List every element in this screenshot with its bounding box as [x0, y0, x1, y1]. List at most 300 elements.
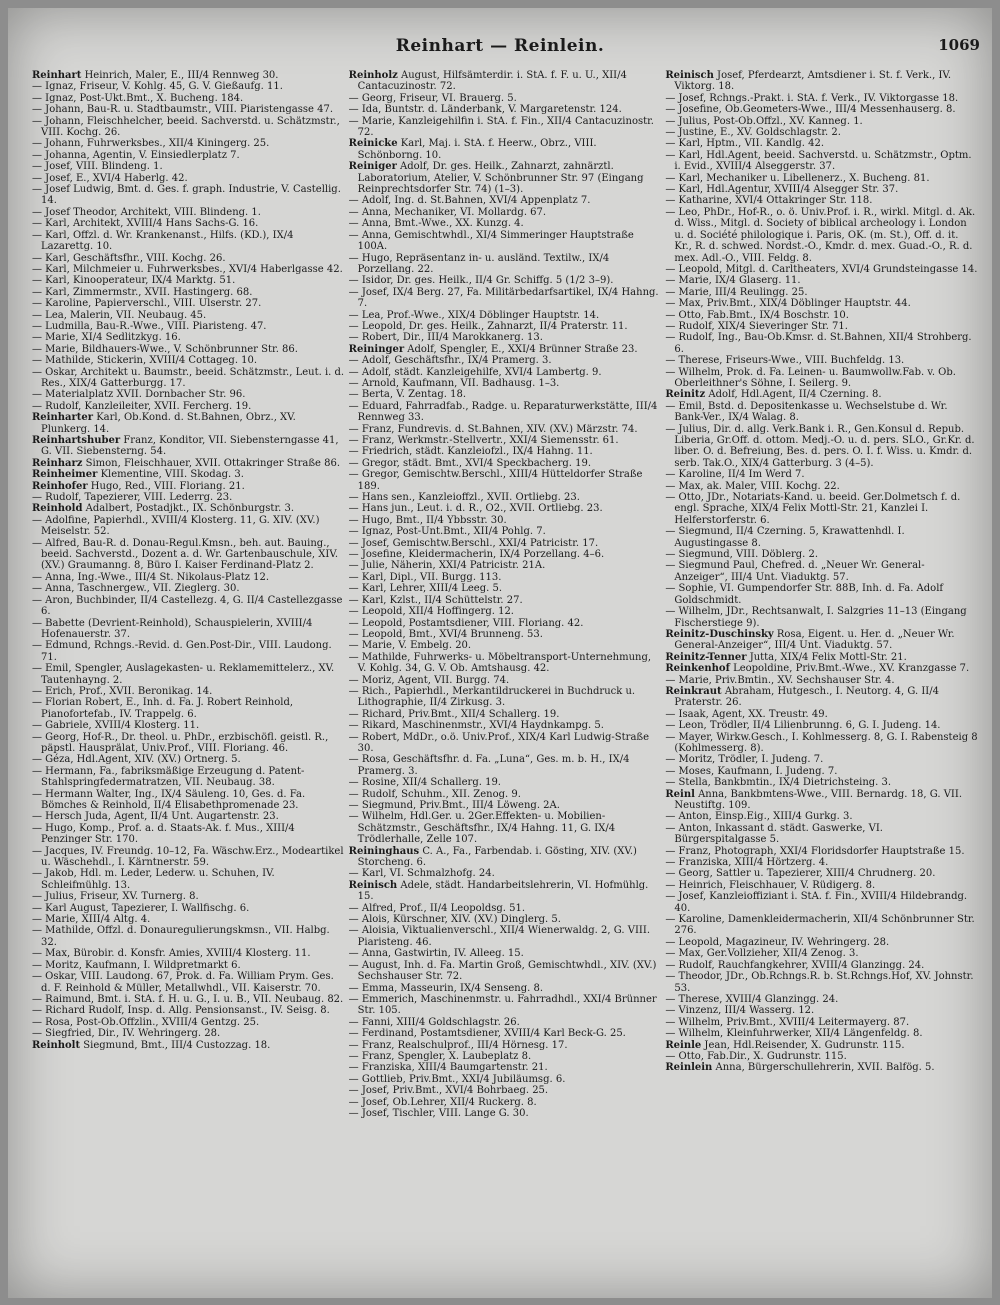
entry-text: — Oskar, VIII. Laudong. 67, Prok. d. Fa. William Prym. Ges. d. F. Reinhold & Müller, Metallwhdl., VII. Kaiserstr. 70. — [32, 971, 334, 994]
entry-text: — Karl, Kinooperateur, IX/4 Marktg. 51. — [32, 275, 236, 287]
entry-text: — Gregor, Gemischtw.Berschl., XIII/4 Hütteldorfer Straße 189. — [348, 469, 643, 492]
entry-text: — Anna, Taschnergew., VII. Zieglerg. 30. — [32, 583, 240, 595]
directory-entry — [665, 1005, 978, 1016]
directory-entry — [349, 846, 662, 869]
directory-entry — [349, 754, 662, 777]
directory-entry — [32, 458, 345, 469]
directory-entry — [32, 903, 345, 914]
entry-text: — Gottlieb, Priv.Bmt., XXI/4 Jubiläumsg. 6. — [348, 1073, 566, 1085]
directory-entry — [32, 401, 345, 412]
directory-entry — [349, 914, 662, 925]
entry-text: — Moritz, Trödler, I. Judeng. 7. — [665, 754, 824, 766]
directory-entry — [32, 914, 345, 925]
directory-entry — [32, 994, 345, 1005]
entry-text: — Josef, Rchngs.-Prakt. i. StA. f. Verk., IV. Viktorgasse 18. — [665, 92, 959, 104]
directory-entry — [32, 811, 345, 822]
directory-entry — [349, 355, 662, 366]
directory-entry — [665, 93, 978, 104]
directory-entry — [665, 1017, 978, 1028]
directory-entry — [349, 606, 662, 617]
entry-text: — Rudolf, Tapezierer, VIII. Lederrg. 23. — [32, 492, 233, 504]
entry-text: — Rosine, XII/4 Schallerg. 19. — [348, 777, 501, 789]
entry-text: — Leopold, Dr. ges. Heilk., Zahnarzt, II/4 Praterstr. 11. — [348, 320, 628, 332]
directory-entry — [349, 777, 662, 788]
directory-entry — [32, 184, 345, 207]
directory-entry — [665, 127, 978, 138]
directory-entry — [349, 652, 662, 675]
directory-entry — [349, 116, 662, 139]
directory-entry — [665, 891, 978, 914]
directory-entry — [665, 1028, 978, 1039]
entry-surname: Reinkraut — [665, 685, 722, 697]
directory-entry — [32, 150, 345, 161]
directory-entry — [349, 640, 662, 651]
directory-entry — [349, 70, 662, 93]
directory-entry — [349, 583, 662, 594]
directory-entry — [665, 481, 978, 492]
entry-text: — Emil, Bstd. d. Depositenkasse u. Wechselstube d. Wr. Bank-Ver., IX/4 Walag. 8. — [665, 400, 948, 424]
entry-text: — Sophie, VI. Gumpendorfer Str. 88B, Inh. d. Fa. Adolf Goldschmidt. — [665, 583, 944, 606]
directory-entry — [665, 389, 978, 400]
directory-entry — [665, 754, 978, 765]
directory-entry — [349, 903, 662, 914]
entry-text: — Anton, Einsp.Eig., XIII/4 Gurkg. 3. — [665, 811, 853, 823]
directory-entry — [32, 948, 345, 959]
directory-entry — [32, 264, 345, 275]
entry-text: — Aron, Buchbinder, II/4 Castellezg. 4, G. II/4 Castellezgasse 6. — [32, 594, 343, 618]
entry-surname: Reinitz-Duschinsky — [665, 628, 774, 640]
entry-text: — Julius, Friseur, XV. Turnerg. 8. — [32, 891, 199, 903]
entry-surname: Reinisch — [665, 70, 714, 81]
entry-text: — Babette (Devrient-Reinhold), Schauspielerin, XVIII/4 Hofenauerstr. 37. — [32, 617, 313, 640]
directory-entry — [665, 321, 978, 332]
entry-text: — Hugo, Bmt., II/4 Ybbsstr. 30. — [348, 514, 507, 526]
entry-text: — Karl, Zimmermstr., XVII. Hastingerg. 68. — [32, 286, 253, 298]
entry-text: Abraham, Hutgesch., I. Neutorg. 4, G. II/4 Praterstr. 26. — [674, 685, 939, 709]
directory-entry — [665, 652, 978, 663]
entry-text: — Emma, Masseurin, IX/4 Senseng. 8. — [348, 982, 544, 994]
directory-entry — [665, 275, 978, 286]
entry-text: — Karl August, Tapezierer, I. Wallfischg. 6. — [32, 902, 250, 914]
directory-entry — [349, 332, 662, 343]
entry-text: — Karl, Lehrer, XIII/4 Leeg. 5. — [348, 583, 503, 595]
entry-text: — Katharine, XVI/4 Ottakringer Str. 118. — [665, 195, 873, 207]
entry-text: — Josef Theodor, Architekt, VIII. Blindeng. 1. — [32, 206, 261, 218]
directory-entry — [32, 823, 345, 846]
directory-entry — [349, 732, 662, 755]
entry-text: — Heinrich, Fleischhauer, V. Rüdigerg. 8. — [665, 879, 876, 891]
entry-text: — Karl, Hptm., VII. Kandlg. 42. — [665, 138, 825, 150]
entry-text: Leopoldine, Priv.Bmt.-Wwe., XV. Kranzgasse 7. — [729, 663, 970, 675]
directory-entry — [32, 1028, 345, 1039]
directory-entry — [32, 697, 345, 720]
entry-text: — Alois, Kürschner, XIV. (XV.) Dinglerg. 5. — [348, 914, 561, 926]
directory-entry — [32, 355, 345, 366]
entry-text: — Josef, E., XVI/4 Haberlg. 42. — [32, 172, 188, 184]
entry-text: — Robert, MdDr., o.ö. Univ.Prof., XIX/4 Karl Ludwig-Straße 30. — [348, 731, 650, 754]
entry-text: — Aloisia, Viktualienverschl., XII/4 Wienerwaldg. 2, G. VIII. Piaristeng. 46. — [348, 925, 650, 948]
entry-text: — Otto, Fab.Bmt., IX/4 Boschstr. 10. — [665, 309, 849, 321]
directory-entry — [32, 287, 345, 298]
entry-text: — Anna, Bmt.-Wwe., XX. Kunzg. 4. — [348, 218, 524, 230]
entry-text: — Franz, Spengler, X. Laubeplatz 8. — [348, 1050, 532, 1062]
directory-entry — [665, 948, 978, 959]
entry-text: Josef, Pferdearzt, Amtsdiener i. St. f. Verk., IV. Viktorg. 18. — [674, 70, 952, 93]
entry-text: — Franziska, XIII/4 Hörtzerg. 4. — [665, 857, 829, 869]
entry-surname: Reinharter — [32, 412, 94, 424]
entry-text: — Karoline, II/4 Im Werd 7. — [665, 469, 805, 481]
directory-entry — [32, 595, 345, 618]
entry-text: Adele, städt. Handarbeitslehrerin, VI. Hofmühlg. 15. — [357, 879, 649, 903]
directory-entry — [665, 1040, 978, 1051]
directory-entry — [665, 937, 978, 948]
entry-text: — Adolf, Geschäftsfhr., IX/4 Pramerg. 3. — [348, 355, 552, 367]
directory-entry — [665, 789, 978, 812]
entry-text: Adalbert, Postadjkt., IX. Schönburgstr. 3. — [82, 503, 295, 515]
directory-entry — [32, 332, 345, 343]
entry-text: — Karl, Kzlst., II/4 Schüttelstr. 27. — [348, 594, 523, 606]
entry-text: — Moritz, Kaufmann, I. Wildpretmarkt 6. — [32, 959, 241, 971]
directory-entry — [665, 1062, 978, 1073]
directory-entry — [32, 960, 345, 971]
entry-surname: Reinisch — [348, 879, 398, 891]
entry-text: Anna, Bankbmtens-Wwe., VIII. Bernardg. 18, G. VII. Neustiftg. 109. — [674, 788, 963, 811]
directory-entry — [349, 549, 662, 560]
directory-entry — [349, 629, 662, 640]
page-header — [8, 36, 992, 62]
entry-text: C. A., Fa., Farbendab. i. Gösting, XIV. (XV.) Storcheng. 6. — [357, 845, 637, 869]
directory-entry — [349, 275, 662, 286]
entry-text: — August, Inh. d. Fa. Martin Groß, Gemischtwhdl., XIV. (XV.) Sechshauser Str. 72. — [348, 959, 657, 983]
page-number: 1069 — [938, 36, 980, 54]
entry-text: — Franz, Werkmstr.-Stellvertr., XXI/4 Siemensstr. 61. — [348, 435, 619, 446]
entry-text: — Josefine, Ob.Geometers-Wwe., III/4 Messenhauserg. 8. — [665, 104, 956, 116]
directory-entry — [665, 401, 978, 424]
entry-text: — Karl, Milchmeier u. Fuhrwerksbes., XVI/4 Haberlgasse 42. — [32, 263, 343, 275]
directory-entry — [32, 275, 345, 286]
entry-text: — Max, Bürobir. d. Konsfr. Amies, XVIII/4 Klosterg. 11. — [32, 948, 311, 960]
directory-entry — [349, 595, 662, 606]
directory-entry — [32, 367, 345, 390]
directory-entry — [32, 663, 345, 686]
entry-text: — Gregor, städt. Bmt., XVI/4 Speckbacherg. 19. — [348, 457, 592, 469]
entry-text: — Rudolf, Schuhm., XII. Zenog. 9. — [348, 788, 521, 800]
entry-text: — Justine, E., XV. Goldschlagstr. 2. — [665, 127, 841, 139]
entry-text: Adolf, Spengler, E., XXI/4 Brünner Straße 23. — [404, 343, 638, 355]
entry-text: — Rosa, Geschäftsfhr. d. Fa. „Luna“, Ges. m. b. H., IX/4 Pramerg. 3. — [348, 754, 630, 777]
directory-entry — [665, 70, 978, 93]
directory-entry — [349, 572, 662, 583]
entry-text: — Emmerich, Maschinenmstr. u. Fahrradhdl., XXI/4 Brünner Str. 105. — [348, 993, 657, 1017]
entry-text: — Ignaz, Friseur, V. Kohlg. 45, G. V. Gießaufg. 11. — [32, 81, 283, 93]
directory-entry — [665, 332, 978, 355]
entry-text: — Marie, Bildhauers-Wwe., V. Schönbrunner Str. 86. — [32, 343, 298, 355]
entry-surname: Reinl — [665, 788, 695, 800]
entry-text: — Géza, Hdl.Agent, XIV. (XV.) Ortnerg. 5. — [32, 754, 241, 766]
entry-surname: Reinhold — [32, 503, 83, 515]
entry-surname: Reinholt — [32, 1039, 81, 1051]
entry-text: Siegmund, Bmt., III/4 Custozzag. 18. — [80, 1039, 271, 1051]
entry-text: — Hermann, Fa., fabriksmäßige Erzeugung d. Patent-Stahlspringfedermatratzen, VII. Neubaug. 38. — [32, 765, 305, 789]
entry-text: — Hugo, Komp., Prof. a. d. Staats-Ak. f. Mus., XIII/4 Penzinger Str. 170. — [32, 822, 295, 846]
entry-text: Adolf, Dr. ges. Heilk., Zahnarzt, zahnärztl. Laboratorium, Atelier, V. Schönbrunner Str. 97 (Eingang Reinprechtsdorfer Str. 74) (1–3). — [357, 161, 644, 196]
directory-entry — [349, 983, 662, 994]
directory-entry — [349, 789, 662, 800]
entry-text: — Rudolf, Ing., Bau-Ob.Kmsr. d. St.Bahnen, XII/4 Strohberg. 6. — [665, 332, 972, 355]
directory-entry — [665, 355, 978, 366]
entry-text: — Anton, Inkassant d. städt. Gaswerke, VI. Bürgerspitalgasse 5. — [665, 822, 883, 846]
directory-entry — [349, 435, 662, 446]
directory-entry — [665, 675, 978, 686]
directory-entry — [349, 720, 662, 731]
entry-text: Rosa, Eigent. u. Her. d. „Neuer Wr. General-Anzeiger“, III/4 Unt. Viaduktg. 57. — [674, 628, 955, 652]
entry-text: — Julius, Dir. d. allg. Verk.Bank i. R., Gen.Konsul d. Repub. Liberia, Gr.Off. d. ottom. Medj.-O. u. d. pers. SLO., Gr.Kr. d. liber. O. d. Befreiung, Bes. d. pers. O. I. f. Wiss. u. Kmdr. d. serb. Tak.O., XIX/4 Gatterburg. 3 (4–5). — [665, 423, 975, 469]
entry-surname: Reinkenhof — [665, 663, 730, 675]
entry-text: — Leo, PhDr., Hof-R., o. ö. Univ.Prof. i. R., wirkl. Mitgl. d. Ak. d. Wiss., Mitgl. d. Society of biblical archeology i. London u. d. Société philologique i. Paris, OK. (m. St.), Off. d. it. Kr., R. d. schwed. Nordst.-O., Kmdr. d. mex. Guad.-O., R. d. mex. Adl.-O., VIII. Feldg. 8. — [665, 206, 976, 264]
directory-entry — [32, 1017, 345, 1028]
directory-entry — [665, 880, 978, 891]
directory-entry — [349, 310, 662, 321]
directory-entry — [32, 321, 345, 332]
entry-surname: Reinle — [665, 1039, 702, 1051]
directory-page — [8, 8, 992, 1298]
directory-entry — [32, 846, 345, 869]
directory-entry — [665, 857, 978, 868]
column-right — [665, 70, 982, 1292]
directory-entry — [32, 344, 345, 355]
directory-entry — [349, 925, 662, 948]
entry-text: — Marie, XIII/4 Altg. 4. — [32, 914, 151, 926]
directory-entry — [349, 93, 662, 104]
entry-text: Heinrich, Maler, E., III/4 Rennweg 30. — [81, 70, 279, 81]
directory-entry — [349, 1028, 662, 1039]
entry-text: — Wilhelm, Hdl.Ger. u. 2Ger.Effekten- u. Mobilien-Schätzmstr., Geschäftsfhr., IX/4 Hahng. 11, G. IX/4 Trödlerhalle, Zelle 107. — [348, 811, 616, 846]
directory-entry — [349, 321, 662, 332]
entry-text: Karl, Ob.Kond. d. St.Bahnen, Obrz., XV. Plunkerg. 14. — [41, 412, 296, 435]
entry-text: — Karl, Mechaniker u. Libellenerz., X. Bucheng. 81. — [665, 172, 930, 184]
entry-text: — Adolf, Ing. d. St.Bahnen, XVI/4 Appenplatz 7. — [348, 195, 591, 207]
entry-text: — Karl, Dipl., VII. Burgg. 113. — [348, 571, 502, 583]
entry-text: — Siegmund, Priv.Bmt., III/4 Löweng. 2A. — [348, 800, 560, 811]
entry-text: — Johann, Bau-R. u. Stadtbaumstr., VIII. Piaristengasse 47. — [32, 104, 334, 116]
directory-entry — [665, 720, 978, 731]
directory-entry — [32, 503, 345, 514]
directory-entry — [665, 583, 978, 606]
entry-text: — Karl, Hdl.Agent, beeid. Sachverstd. u. Schätzmstr., Optm. i. Evid., XVIII/4 Alseggerstr. 37. — [665, 149, 972, 173]
directory-entry — [32, 412, 345, 435]
entry-text: — Richard, Priv.Bmt., XII/4 Schallerg. 19. — [348, 708, 560, 720]
directory-entry — [665, 868, 978, 879]
entry-text: — Franz, Fundrevis. d. St.Bahnen, XIV. (XV.) Märzstr. 74. — [348, 423, 638, 435]
entry-text: — Lea, Prof.-Wwe., XIX/4 Döblinger Hauptstr. 14. — [348, 309, 600, 321]
directory-entry — [665, 207, 978, 264]
directory-entry — [349, 1085, 662, 1096]
entry-text: — Adolf, städt. Kanzleigehilfe, XVI/4 Lambertg. 9. — [348, 366, 602, 378]
directory-entry — [349, 1097, 662, 1108]
entry-text: — Max, ak. Maler, VIII. Kochg. 22. — [665, 480, 840, 492]
directory-entry — [349, 1051, 662, 1062]
directory-entry — [349, 948, 662, 959]
entry-text: — Anna, Gemischtwhdl., XI/4 Simmeringer Hauptstraße 100A. — [348, 229, 634, 253]
directory-entry — [32, 161, 345, 172]
entry-text: Hugo, Red., VIII. Floriang. 21. — [87, 480, 245, 492]
directory-entry — [32, 618, 345, 641]
entry-text: — Karl, Architekt, XVIII/4 Hans Sachs-G. 16. — [32, 218, 259, 230]
entry-text: — Hermann Walter, Ing., IX/4 Säuleng. 10, Ges. d. Fa. Bömches & Reinhold, II/4 Elisabethpromenade 23. — [32, 788, 306, 811]
entry-surname: Reiniger — [348, 161, 397, 173]
directory-entry — [665, 367, 978, 390]
directory-entry — [349, 709, 662, 720]
directory-entry — [32, 253, 345, 264]
entry-text: — Wilhelm, Prok. d. Fa. Leinen- u. Baumwollw.Fab. v. Ob. Oberleithner's Söhne, I. Seilerg. 9. — [665, 366, 956, 389]
entry-text: — Friedrich, städt. Kanzleiofzl., IX/4 Hahng. 11. — [348, 446, 593, 458]
directory-entry — [32, 230, 345, 253]
entry-text: — Karl, Offzl. d. Wr. Krankenanst., Hilfs. (KD.), IX/4 Lazarettg. 10. — [32, 229, 294, 253]
directory-entry — [32, 207, 345, 218]
directory-entry — [32, 640, 345, 663]
entry-text: — Johann, Fleischhelcher, beeid. Sachverstd. u. Schätzmstr., VIII. Kochg. 26. — [32, 115, 340, 139]
entry-text: — Stella, Bankbmtin., IX/4 Dietrichsteing. 3. — [665, 777, 892, 789]
directory-entry — [349, 538, 662, 549]
entry-text: — Karoline, Papierverschl., VIII. Ulserstr. 27. — [32, 298, 262, 310]
entry-text: — Rikard, Maschinenmstr., XVI/4 Haydnkampg. 5. — [348, 720, 604, 732]
directory-entry — [32, 583, 345, 594]
entry-text: — Marie, III/4 Reulingg. 25. — [665, 286, 808, 298]
directory-entry — [349, 253, 662, 276]
entry-text: — Robert, Dir., III/4 Marokkanerg. 13. — [348, 332, 543, 344]
directory-entry — [665, 469, 978, 480]
directory-entry — [665, 526, 978, 549]
directory-entry — [665, 195, 978, 206]
entry-text: — Mayer, Wirkw.Gesch., I. Kohlmesserg. 8, G. I. Rabensteig 8 (Kohlmesserg. 8). — [665, 731, 978, 754]
directory-entry — [349, 675, 662, 686]
entry-surname: Reinitz — [665, 389, 706, 401]
directory-entry — [665, 264, 978, 275]
entry-surname: Reinitz-Tenner — [665, 651, 747, 663]
entry-text: — Julie, Näherin, XXI/4 Patricistr. 21A. — [348, 560, 546, 572]
directory-entry — [349, 207, 662, 218]
directory-entry — [349, 424, 662, 435]
directory-entry — [349, 492, 662, 503]
entry-text: — Arnold, Kaufmann, VII. Badhausg. 1–3. — [348, 377, 560, 389]
entry-text: — Wilhelm, Priv.Bmt., XVIII/4 Leitermayerg. 87. — [665, 1016, 910, 1028]
entry-text: — Alfred, Prof., II/4 Leopoldsg. 51. — [348, 902, 526, 914]
entry-text: — Rosa, Post-Ob.Offzlin., XVIII/4 Gentzg. 25. — [32, 1016, 260, 1028]
directory-entry — [665, 971, 978, 994]
entry-text: — Gabriele, XVIII/4 Klosterg. 11. — [32, 720, 200, 732]
directory-entry — [32, 116, 345, 139]
entry-text: — Isaak, Agent, XX. Treustr. 49. — [665, 708, 828, 720]
entry-text: — Edmund, Rchngs.-Revid. d. Gen.Post-Dir., VIII. Laudong. 71. — [32, 640, 332, 663]
directory-entry — [32, 891, 345, 902]
entry-text: — Georg, Hof-R., Dr. theol. u. PhDr., erzbischöfl. geistl. R., päpstl. Hausprälat, Univ.Prof., VIII. Floriang. 46. — [32, 731, 329, 754]
directory-entry — [665, 823, 978, 846]
entry-text: — Johanna, Agentin, V. Einsiedlerplatz 7. — [32, 149, 240, 161]
entry-surname: Reinharz — [32, 457, 83, 469]
directory-entry — [349, 161, 662, 195]
directory-entry — [349, 800, 662, 811]
directory-entry — [665, 846, 978, 857]
entry-text: — Hugo, Repräsentanz in- u. ausländ. Textilw., IX/4 Porzellang. 22. — [348, 252, 610, 275]
entry-text: Karl, Maj. i. StA. f. Heerw., Obrz., VIII. Schönborng. 10. — [357, 138, 597, 161]
column-left — [32, 70, 349, 1292]
entry-text: Klementine, VIII. Skodag. 3. — [97, 469, 244, 481]
directory-entry — [665, 116, 978, 127]
directory-entry — [349, 104, 662, 115]
directory-entry — [349, 1062, 662, 1073]
directory-entry — [32, 686, 345, 697]
entry-text: Jutta, XIX/4 Felix Mottl-Str. 21. — [746, 651, 907, 663]
entry-text: — Josef, Priv.Bmt., XVI/4 Bohrbaeg. 25. — [348, 1085, 549, 1097]
directory-entry — [32, 732, 345, 755]
directory-entry — [349, 994, 662, 1017]
directory-entry — [349, 401, 662, 424]
entry-text: — Josef, Gemischtw.Berschl., XXI/4 Patricistr. 17. — [348, 537, 599, 549]
entry-text: — Ignaz, Post-Ukt.Bmt., X. Bucheng. 184. — [32, 92, 244, 104]
entry-text: — Karoline, Damenkleidermacherin, XII/4 Schönbrunner Str. 276. — [665, 914, 975, 937]
directory-entry — [32, 572, 345, 583]
entry-text: Jean, Hdl.Reisender, X. Gudrunstr. 115. — [701, 1039, 905, 1051]
directory-entry — [665, 686, 978, 709]
directory-entry — [665, 766, 978, 777]
directory-entry — [32, 481, 345, 492]
directory-entry — [32, 720, 345, 731]
entry-text: — Leopold, Bmt., XVI/4 Brunneng. 53. — [348, 628, 543, 640]
entry-text: — Rudolf, Kanzleileiter, XVII. Fercherg. 19. — [32, 400, 252, 412]
entry-text: — Otto, Fab.Dir., X. Gudrunstr. 115. — [665, 1050, 847, 1062]
entry-text: — Josef, VIII. Blindeng. 1. — [32, 161, 163, 173]
directory-entry — [349, 195, 662, 206]
entry-text: Franz, Konditor, VII. Siebensterngasse 41, G. VII. Siebensterng. 54. — [41, 435, 339, 458]
entry-text: — Fanni, XIII/4 Goldschlagstr. 26. — [348, 1016, 520, 1028]
entry-text: — Rich., Papierhdl., Merkantildruckerei in Buchdruck u. Lithographie, II/4 Zirkusg. 3. — [348, 685, 636, 709]
entry-text: — Isidor, Dr. ges. Heilk., II/4 Gr. Schiffg. 5 (1/2 3–9). — [348, 275, 614, 287]
directory-entry — [665, 914, 978, 937]
entry-text: — Karl, Geschäftsfhr., VIII. Kochg. 26. — [32, 252, 226, 264]
directory-entry — [665, 629, 978, 652]
entry-text: — Therese, XVIII/4 Glanzingg. 24. — [665, 993, 839, 1005]
entry-text: — Franz, Realschulprof., III/4 Hörnesg. 17. — [348, 1039, 568, 1051]
directory-entry — [349, 1108, 662, 1119]
entry-text: — Siegmund, VIII. Döblerg. 2. — [665, 549, 819, 561]
directory-entry — [665, 732, 978, 755]
directory-entry — [665, 424, 978, 470]
entry-surname: Reinhart — [32, 70, 82, 81]
directory-entry — [349, 880, 662, 903]
directory-entry — [665, 173, 978, 184]
entry-text: — Anna, Gastwirtin, IV. Alleeg. 15. — [348, 948, 524, 960]
directory-entry — [349, 287, 662, 310]
entry-text: — Josef, Tischler, VIII. Lange G. 30. — [348, 1107, 529, 1119]
entry-text: — Josef, IX/4 Berg. 27, Fa. Militärbedarfsartikel, IX/4 Hahng. 7. — [348, 286, 659, 310]
entry-text: — Jakob, Hdl. m. Leder, Lederw. u. Schuhen, IV. Schleifmühlg. 13. — [32, 868, 275, 891]
entry-text: — Therese, Friseurs-Wwe., VIII. Buchfeldg. 13. — [665, 355, 905, 367]
directory-entry — [665, 606, 978, 629]
entry-text: — Georg, Friseur, VI. Brauerg. 5. — [348, 92, 517, 104]
entry-text: — Hans jun., Leut. i. d. R., O2., XVII. Ortliebg. 23. — [348, 503, 603, 515]
directory-entry — [349, 1074, 662, 1085]
directory-entry — [32, 93, 345, 104]
directory-entry — [32, 469, 345, 480]
directory-entry — [349, 367, 662, 378]
entry-text: — Raimund, Bmt. i. StA. f. H. u. G., I. u. B., VII. Neubaug. 82. — [32, 993, 344, 1005]
directory-entry — [32, 754, 345, 765]
entry-surname: Reinhartshuber — [32, 435, 121, 446]
directory-entry — [349, 389, 662, 400]
entry-text: — Marie, Kanzleigehilfin i. StA. f. Fin., XII/4 Cantacuzinostr. 72. — [348, 115, 654, 139]
entry-text: — Ignaz, Post-Unt.Bmt., XII/4 Pohlg. 7. — [348, 526, 546, 538]
directory-entry — [32, 138, 345, 149]
